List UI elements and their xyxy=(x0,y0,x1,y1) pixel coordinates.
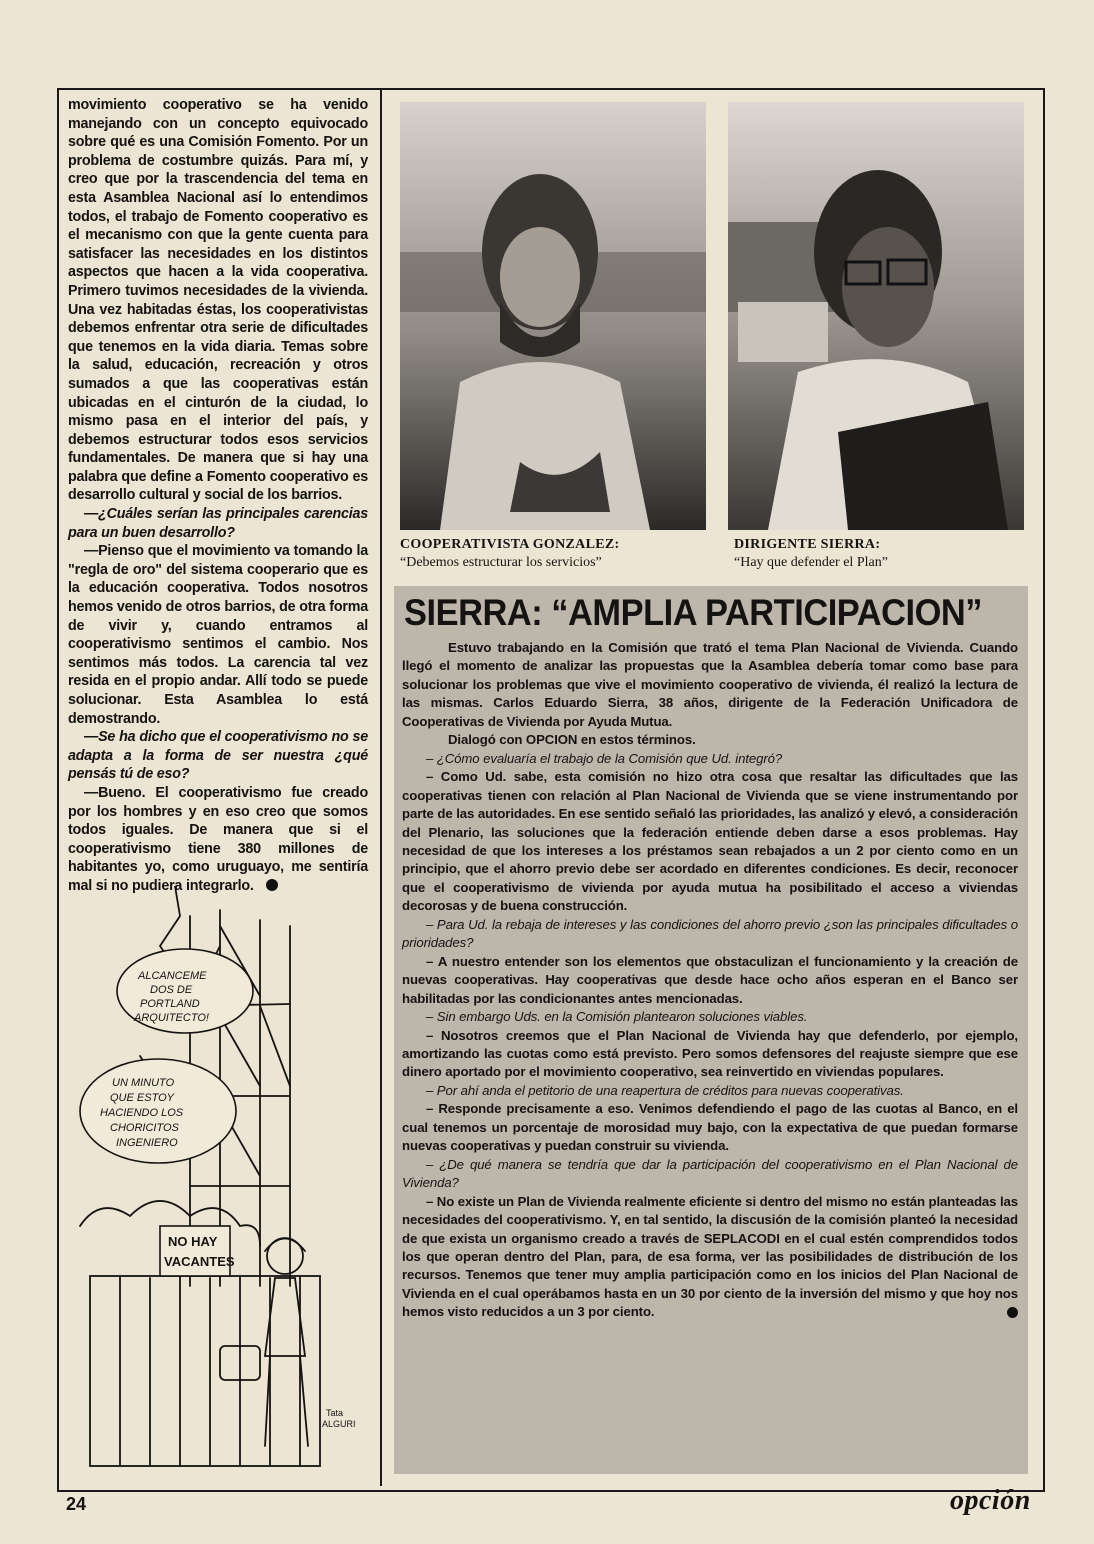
photo-caption-gonzalez xyxy=(400,536,619,572)
photo-gonzalez xyxy=(400,102,706,530)
box-question: – ¿Cómo evaluaría el trabajo de la Comisión que Ud. integró? xyxy=(426,750,783,766)
left-answer: —Pienso que el movimiento va tomando la "regla de oro" del sistema cooperario que es la educación cooperativa. Todos nosotros hemos venido de otros barrios, de otra forma de vivir y, cuando entramos al cooperativismo sentimos el cambio. Nos sentimos más todos. La carencia tal vez resida en el propio andar. Allí todo se puede solucionar. Esta Asamblea lo está demostrando. xyxy=(68,543,368,727)
bubble2-line: INGENIERO xyxy=(116,1137,178,1149)
box-answer: – Nosotros creemos que el Plan Nacional de Vivienda hay que defenderlo, por ejemplo, amortizando las cuotas como está previsto. Pero somos defensores del reajuste siempre que ese dinero aportado por el movimiento cooperativo, sea reinvertido en viviendas populares. xyxy=(402,1027,1018,1080)
bubble1-line: ALCANCEME xyxy=(138,970,207,982)
bubble1-line: ARQUITECTO! xyxy=(134,1012,209,1024)
cartoon-signature: Tata xyxy=(326,1408,344,1418)
sign-line: VACANTES xyxy=(164,1254,235,1269)
box-answer-text: – No existe un Plan de Vivienda realmente eficiente si dentro del mismo no están planteadas las necesidades del cooperativismo. Y, en tal sentido, la discusión de la comisión planteó la necesidad de que exista un organismo creado a través de SEPLACODI en el cual estén comprendidos todos los que operan dentro del Plan, para, de esa forma, ver las posibilidades de distribución de los recursos. Tenemos que tener muy amplia participación como en los inicios del Plan Nacional de Vivienda en el cual operábamos hasta en un 30 por ciento de la inversión del mismo y que hoy nos hemos visto reducidos a un 3 por ciento. xyxy=(402,1193,1018,1320)
box-question: – Sin embargo Uds. en la Comisión plantearon soluciones viables. xyxy=(426,1009,808,1025)
box-question: – Por ahí anda el petitorio de una reapertura de créditos para nuevas cooperativas. xyxy=(426,1082,904,1098)
caption-quote: “Hay que defender el Plan” xyxy=(734,555,888,570)
box-title: SIERRA: “AMPLIA PARTICIPACION” xyxy=(404,592,983,633)
cartoon-signature: ALGURI xyxy=(322,1419,356,1429)
photo-sierra xyxy=(728,102,1024,530)
photo-caption-sierra xyxy=(734,536,888,572)
sign-line: NO HAY xyxy=(168,1234,218,1249)
bubble2-line: CHORICITOS xyxy=(110,1122,179,1134)
left-paragraph: movimiento cooperativo se ha venido manejando con un concepto equivocado sobre qué es una Comisión Fomento. Por un problema de costumbre quizás. Para mí, y creo que por la trascendencia del tema en esta Asamblea Nacional así lo entendimos todos, el trabajo de Fomento cooperativo es el mecanismo con que la gente cuenta para satisfacer las necesidades en los distintos aspectos que hacen a la vida cooperativa. Primero tuvimos necesidades de la vivienda. Una vez habitadas éstas, los cooperativistas debemos enfrentar otra serie de dificultades que tenemos en la vida diaria. Temas sobre la salud, educación, recreación y otros sumados a que las cooperativas están ubicadas en el cinturón de la ciudad, lo mismo pasa en el interior del país, y debemos estructurar todos esos servicios fundamentales. De manera que si hay una palabra que define a Fomento cooperativo es desarrollo cultural y social de los barrios. xyxy=(68,97,368,504)
caption-name: COOPERATIVISTA GONZALEZ: xyxy=(400,537,620,552)
box-question: – ¿De qué manera se tendría que dar la participación del cooperativismo en el Plan Nacional de Vivienda? xyxy=(402,1156,1018,1191)
caption-name: DIRIGENTE SIERRA: xyxy=(734,537,881,552)
bubble2-line: HACIENDO LOS xyxy=(100,1107,184,1119)
bubble2-line: QUE ESTOY xyxy=(110,1092,174,1104)
caption-quote: “Debemos estructurar los servicios” xyxy=(400,555,602,570)
left-answer-last xyxy=(68,784,368,896)
box-intro-line: Dialogó con OPCION en estos términos. xyxy=(448,732,696,748)
box-answer-last xyxy=(402,1193,1018,1322)
box-intro: Estuvo trabajando en la Comisión que trató el tema Plan Nacional de Vivienda. Cuando llegó el momento de analizar las propuestas que la Asamblea debería tomar como base para solucionar los problemas que vive el movimiento cooperativo de vivienda, él realizó la lectura de las mismas. Carlos Eduardo Sierra, 38 años, dirigente de la Federación Unificadora de Cooperativas de Vivienda por Ayuda Mutua. xyxy=(402,640,1018,729)
box-answer: – Como Ud. sabe, esta comisión no hizo otra cosa que resaltar las dificultades que las cooperativas tienen con relación al Plan Nacional de Vivienda que se viene instrumentando por parte de las autoridades. En ese sentido señaló las prioridades, las analizó y elevó, a consideración del Plenario, las soluciones que la federación entiende deben darse a esos problemas. Hay necesidad de que los intereses a los préstamos sean rebajados a un 2 por ciento como en un principio, que el ahorro previo debe ser acordado en diferentes condiciones. Es decir, reconocer que el cooperativismo de vivienda por ayuda mutua ha posibilitado el acceso a viviendas decorosas y de buena construcción. xyxy=(402,769,1018,914)
box-question: – Para Ud. la rebaja de intereses y las condiciones del ahorro previo ¿son las principales dificultades o prioridades? xyxy=(402,916,1018,951)
cartoon-illustration xyxy=(70,886,368,1480)
bubble2-line: UN MINUTO xyxy=(112,1077,175,1089)
page-number: 24 xyxy=(66,1494,87,1514)
left-column-text xyxy=(68,96,368,896)
left-answer-text: —Bueno. El cooperativismo fue creado por los hombres y en eso creo que somos todos iguales. De manera que si el cooperativismo tiene 380 millones de habitantes yo, como uruguayo, me sentiría mal si no pudiera integrarlo. xyxy=(68,784,368,894)
left-question: —Se ha dicho que el cooperativismo no se adapta a la forma de ser nuestra ¿qué pensás tú de eso? xyxy=(68,729,368,783)
box-answer: – Responde precisamente a eso. Venimos defendiendo el pago de las cuotas al Banco, en el cual tenemos un porcentaje de morosidad muy bajo, con la expectativa de que puedan formarse nuevas cooperativas y puedan construir su vivienda. xyxy=(402,1101,1018,1154)
magazine-brand: opción xyxy=(950,1485,1031,1516)
end-mark-icon xyxy=(1007,1307,1018,1318)
box-body xyxy=(402,639,1018,1322)
bubble1-line: PORTLAND xyxy=(140,998,200,1010)
box-answer: – A nuestro entender son los elementos que obstaculizan el funcionamiento y la creación de nuevas cooperativas. Hay cooperativas que desde hace ocho años esperan en el Banco ser habilitadas por las condicionantes antes mencionadas. xyxy=(402,953,1018,1006)
left-question: —¿Cuáles serían las principales carencias para un buen desarrollo? xyxy=(68,506,368,541)
column-divider xyxy=(380,90,382,1486)
bubble1-line: DOS DE xyxy=(150,984,193,996)
